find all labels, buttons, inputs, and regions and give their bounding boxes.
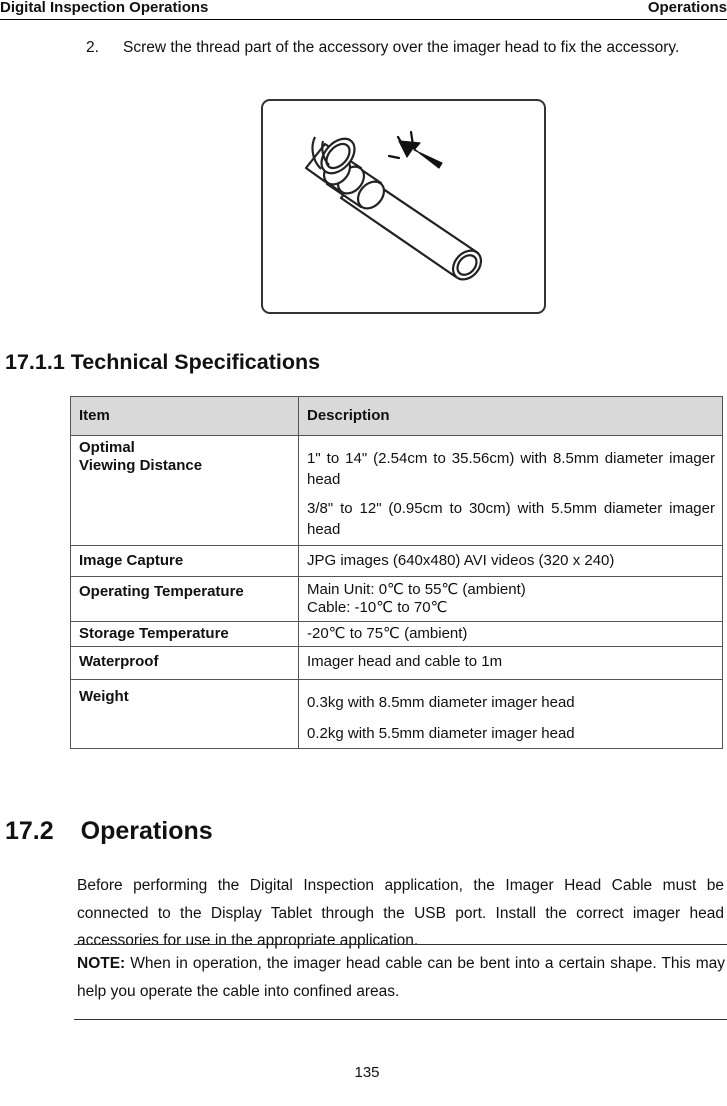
table-header-row bbox=[71, 397, 723, 436]
description-line: 1" to 14" (2.54cm to 35.56cm) with 8.5mm diameter imager head bbox=[307, 450, 715, 488]
table-row bbox=[71, 680, 723, 749]
item-cell: Storage Temperature bbox=[71, 622, 299, 647]
description-cell: Imager head and cable to 1m bbox=[299, 647, 723, 680]
imager-head-drawing bbox=[263, 101, 544, 312]
description-line: 3/8" to 12" (0.95cm to 30cm) with 5.5mm diameter imager head bbox=[307, 500, 715, 538]
item-label: Viewing Distance bbox=[79, 457, 203, 474]
table-row bbox=[71, 647, 723, 680]
column-header-description: Description bbox=[299, 397, 723, 436]
item-cell bbox=[71, 436, 299, 546]
operations-heading bbox=[5, 817, 213, 846]
description-cell bbox=[299, 436, 723, 546]
table-row bbox=[71, 546, 723, 577]
item-cell: Waterproof bbox=[71, 647, 299, 680]
header-chapter-title: Operations bbox=[647, 0, 727, 16]
table-row bbox=[71, 436, 723, 546]
step-text: Screw the thread part of the accessory over the imager head to fix the accessory. bbox=[123, 39, 680, 56]
description-cell: JPG images (640x480) AVI videos (320 x 240) bbox=[299, 546, 723, 577]
specifications-heading: 17.1.1 Technical Specifications bbox=[5, 350, 321, 374]
item-cell: Image Capture bbox=[71, 546, 299, 577]
operations-paragraph: Before performing the Digital Inspection application, the Imager Head Cable must be connected to the Display Tablet through the USB port. Install the correct imager head accessories for use in the appropriate application. bbox=[77, 877, 724, 949]
specifications-table bbox=[70, 396, 723, 749]
page-number: 135 bbox=[354, 1064, 380, 1081]
description-line: Main Unit: 0℃ to 55℃ (ambient) bbox=[307, 581, 526, 598]
item-label: Optimal bbox=[79, 439, 135, 456]
description-cell bbox=[299, 577, 723, 622]
description-line: 0.2kg with 5.5mm diameter imager head bbox=[307, 725, 575, 742]
note-text: When in operation, the imager head cable can be bent into a certain shape. This may help you operate the cable into confined areas. bbox=[77, 955, 725, 1000]
description-line: 0.3kg with 8.5mm diameter imager head bbox=[307, 694, 575, 711]
description-line: Cable: -10℃ to 70℃ bbox=[307, 599, 448, 616]
item-cell: Operating Temperature bbox=[71, 577, 299, 622]
table-row bbox=[71, 622, 723, 647]
column-header-item: Item bbox=[71, 397, 299, 436]
note-box bbox=[74, 944, 727, 1020]
table-row bbox=[71, 577, 723, 622]
note-label: NOTE: bbox=[77, 955, 126, 972]
item-cell: Weight bbox=[71, 680, 299, 749]
description-cell bbox=[299, 680, 723, 749]
step-number: 2. bbox=[86, 39, 99, 56]
description-cell: -20℃ to 75℃ (ambient) bbox=[299, 622, 723, 647]
header-section-title: Digital Inspection Operations bbox=[0, 0, 209, 16]
section-number: 17.2 bbox=[5, 817, 54, 845]
accessory-illustration bbox=[261, 99, 546, 314]
page-header bbox=[0, 0, 727, 20]
section-title: Operations bbox=[80, 817, 213, 845]
